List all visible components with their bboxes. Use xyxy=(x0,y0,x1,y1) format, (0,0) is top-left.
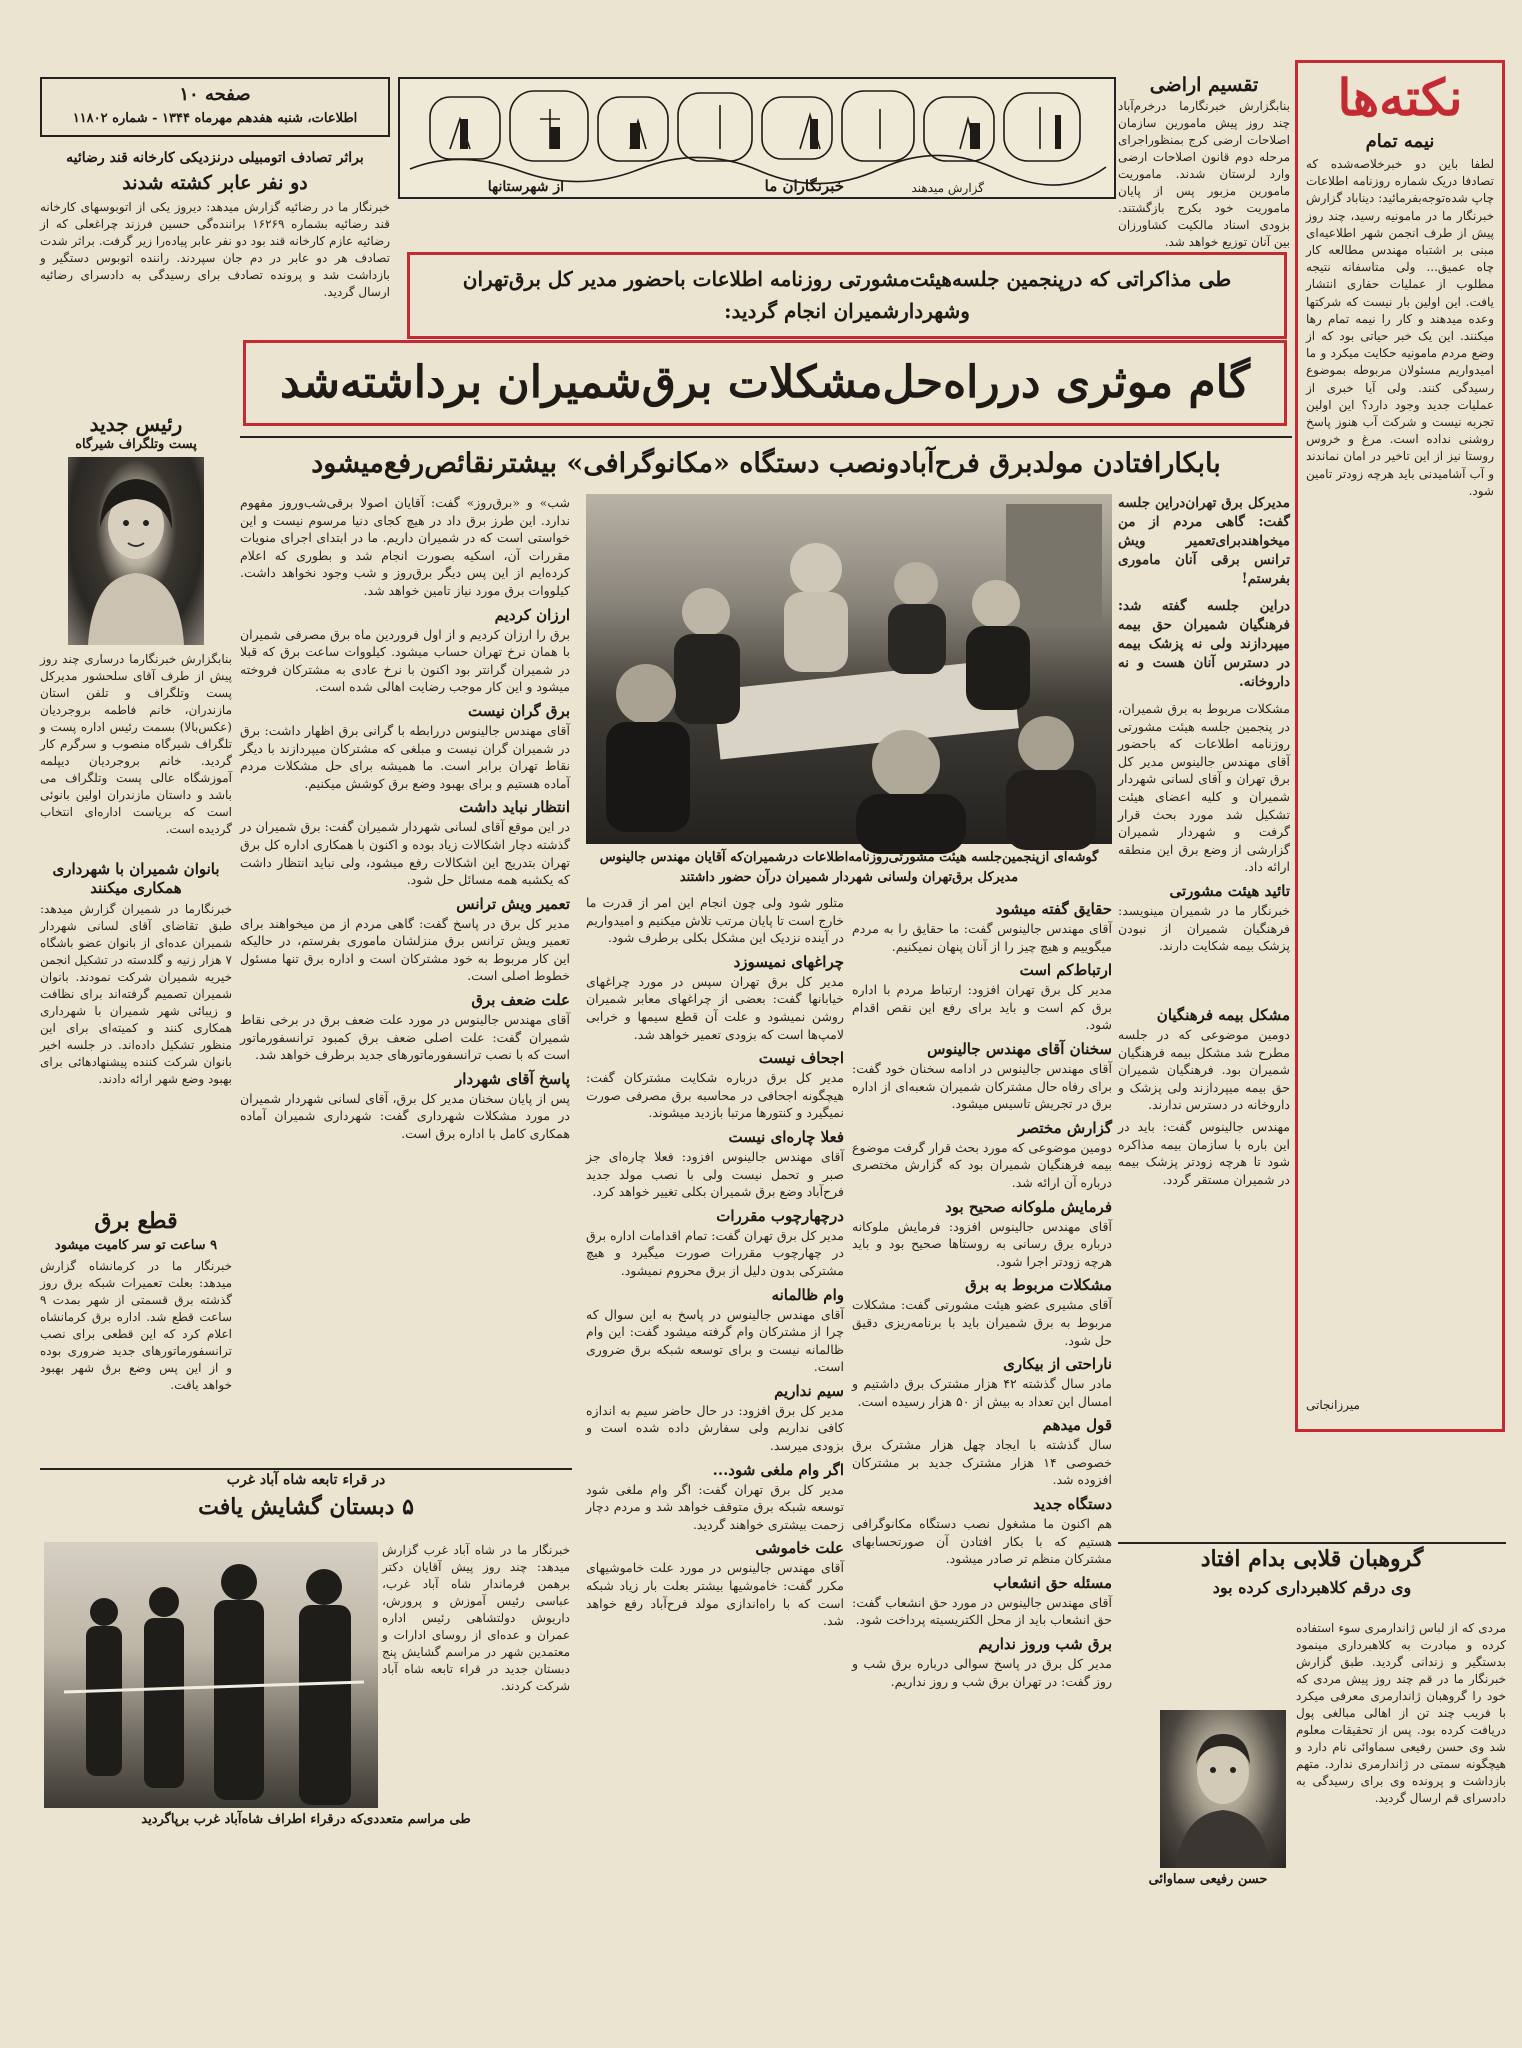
president-photo xyxy=(68,457,204,645)
city-banner xyxy=(398,77,1116,199)
left-col-p-entezar: در این موقع آقای لسانی‌ شهردار شمیران گفت: برق شمیران در گذشته دچار اشکالات زیاد بوده و اکنون با همکاری اداره کل برق تهران بتدریج این اشکالات رفع میشود، ولی نباید انتظار داشت که یکشبه همه مسائل حل شود. xyxy=(240,819,570,888)
power-cut-title: قطع برق xyxy=(94,1208,178,1234)
school-caption-box xyxy=(40,1812,572,1834)
nokteh-body: لطفا باین دو خبرخلاصه‌شده که تصادفا دریک شماره روزنامه اطلاعات چاپ شده‌توجه‌بفرمائید: دیناباد گزارش خبرنگار ما در مامونیه رسید، چند روز پیش از طرف انجمن شهر اطلاعیه‌ای مبنی بر اشتباه مهندس مطالعه کار چاه عمیق... ولی متاسفانه نتیجه مطلوب از عملیات حفاری انتشار یافت. این اولین بار نیست که شرکتها وعده میدهند و کار را نیمه تمام رها میکنند. این یک خبر حیاتی بود که از وضع مردم مامونیه حکایت میکرد و ما امیدواریم مسئولان مربوطه بموضوع رسیدگی کنند. ولی آیا خبری از عملیات جدید وجود دارد؟ این اولین تجربه نیست و شرکت آب هنوز پاسخ روشنی نداده است. مرغ و خروس روستا نیز از این تاخیر در امان نماندند و آب آشامیدنی باید هرچه زودتر تامین شود. xyxy=(1306,157,1494,498)
main-headline: گام موثری درراه‌حل‌مشکلات برق‌شمیران برداشته‌شد xyxy=(280,357,1250,408)
middle-right-column xyxy=(852,894,1112,2004)
mr-p-ghol: سال گذشته با ایجاد چهل هزار مشترک برق خصوصی ۱۴ هزار مشترک جدید بر مشترکان افزوده شد. xyxy=(852,1437,1113,1488)
left-col-sub-tamir: تعمیر ویش ترانس xyxy=(456,894,570,913)
mr-p-shab: مدیر کل برق در پاسخ سوالی درباره برق شب و روز گفت: در تهران برق شب و روز نداریم. xyxy=(852,1656,1112,1689)
mid-sub-charchoob: درچهارچوب مقررات xyxy=(716,1206,844,1225)
women-body: خبرنگارما در شمیران گزارش میدهد: طبق تقاضای آقای لسانی شهردار شمیران عده‌ای از بانوان عضو باشگاه ۷ هزار زنیه و گلدسته در تشکیل انجمن خیریه شمیران شرکت نمودند. بانوان شمیران تصمیم گرفته‌اند برای نظافت و زیبائی شهر شمیران با شهرداری همکاری کنند و کمیته‌ای برای این منظور تشکیل داده‌اند. در جلسه اخیر بانوان شرکت کننده پیشنهادهائی برای بهبود وضع شهر ارائه دادند. xyxy=(40,901,232,1086)
nokteh-logo: نکته‌ها xyxy=(1337,68,1463,127)
left-col-p-shahrdar: پس از پایان سخنان مدیر کل برق، آقای لسانی شهردار شمیران در مورد مشکلات شهرداری گفت: شهرداری شمیران آماده همکاری کامل با اداره برق است. xyxy=(240,1090,570,1142)
gang-top-rule xyxy=(1118,1542,1506,1544)
banner-caption-2: خبرنگاران ما xyxy=(764,177,844,195)
women-article xyxy=(40,860,232,1185)
mr-sub-narahati: ناراحتی از بیکاری xyxy=(1003,1355,1112,1374)
main-kicker: طی مذاکراتی که درپنجمین جلسه‌هیئت‌مشورتی روزنامه اطلاعات باحضور مدیر کل برق‌تهران وشهردارشمیران انجام گردید: xyxy=(462,267,1232,323)
main-subhead: بابکارافتادن مولدبرق فرح‌آبادونصب دستگاه «مکانوگرافی» بیشترنقائص‌رفع‌میشود xyxy=(311,448,1221,479)
mr-p-irtebat: مدیر کل برق تهران افزود: ارتباط مردم با اداره برق کم است و باید برای رفع این نقص اقدام شود. xyxy=(852,982,1112,1033)
bullet-3: مشکلات مربوط به برق شمیران، در پنجمین جلسه هیئت مشورتی روزنامه اطلاعات که باحضور آقای مهندس جالینوس مدیر کل برق تهران و آقای لسانی شهردار شمیران و کلیه اعضای هیئت تشکیل شد مورد بحث قرار گرفت و شهردار شمیران گزارشی از وضع برق این منطقه ارائه داد. xyxy=(1118,701,1290,875)
mr-p-gozaresh: دومین موضوعی که مورد بحث قرار گرفت موضوع بیمه فرهنگیان شمیران بود که گزارش مختصری درباره آن ارائه شد. xyxy=(852,1139,1112,1190)
accident-body: خبرنگار ما در رضائیه گزارش میدهد: دیروز یکی از اتوبوسهای کارخانه قند رضائیه بشماره ۱۶۲۶۹ براننده‌گی حسین فرزند چراغعلی که از رضائیه عازم کارخانه قند بود دو نفر عابر پیاده‌را زیر گرفت. براثر شدت تصادف هر دو عابر در دم جان سپردند. راننده اتوبوس دستگیر و بازداشت شد و پرونده تصادف برای رسیدگی به دادسرای رضائیه ارسال گردید. xyxy=(40,200,390,300)
gang-subtitle: وی درقم کلاهبرداری کرده بود xyxy=(1212,1577,1412,1597)
mr-sub-haq: مسئله حق انشعاب xyxy=(993,1573,1112,1592)
school-kicker: در قراء تابعه شاه آباد غرب xyxy=(226,1472,386,1488)
left-col-sub-gran: برق گران نیست xyxy=(468,701,570,720)
left-col-p-gran: آقای مهندس جالینوس دررابطه با گرانی برق اظهار داشت: برق در شمیران گران نیست و مبلغی که مشترکان میپردازند با دیگر نقاط تهران برابر است. ما همیشه برای حل مشکلات مردم آماده هستیم و برای بهبود وضع برق کوشش میکنیم. xyxy=(240,722,570,791)
school-title: ۵ دبستان گشایش یافت xyxy=(198,1493,414,1520)
accident-title: دو نفر عابر کشته شدند xyxy=(122,171,308,194)
bullets-column xyxy=(1118,494,1290,1014)
school-caption: طی مراسم متعددی‌که درقراء اطراف شاه‌آباد غرب برپاگردید xyxy=(141,1812,471,1827)
mr-p-moshkelat: آقای مشیری عضو هیئت مشورتی گفت: مشکلات مربوط به برق شمیران باید با برنامه‌ریزی دقیق حل شود. xyxy=(852,1297,1112,1348)
mr-sub-moshkelat: مشکلات مربوط به برق xyxy=(965,1276,1112,1295)
president-article xyxy=(40,412,232,837)
gang-caption-box xyxy=(1124,1872,1292,1894)
president-title: رئیس جدید xyxy=(89,412,183,436)
headline-divider xyxy=(240,436,1292,438)
power-cut-body: خبرنگار ما در کرمانشاه گزارش میدهد: بعلت تعمیرات شبکه برق روز گذشته برق قسمتی از شهر بمدت ۹ ساعت قطع شد. اداره برق کرمانشاه اعلام کرد که این قطعی برای نصب ترانسفورماتورهای جدید ضروری بوده و از این پس وضع برق شهر بهبود خواهد یافت. xyxy=(40,1258,232,1392)
issue-line: اطلاعات، شنبه هفدهم مهرماه ۱۳۴۴ - شماره ۱۱۸۰۲ xyxy=(72,111,358,126)
school-photo xyxy=(44,1542,378,1808)
gang-caption: حسن رفیعی سماوائی xyxy=(1148,1872,1268,1887)
mid-sub-sim: سیم نداریم xyxy=(774,1381,844,1400)
left-col-sub-zaf2: علت ضعف برق xyxy=(471,991,570,1010)
land-body: بنابگزارش خبرنگارما درخرم‌آباد چند روز پیش مامورین سازمان اصلاحات ارضی کرج بمنظوراجرای مرحله دوم قانون اصلاحات ارضی وارد لرستان شدند. ماموریت مامورین مزبور پس از پایان ماموریت خود بکرج بازگشتند. بزودی اسناد مالکیت کشاورزان بین آنان توزیع خواهد شد. xyxy=(1118,98,1290,249)
school-body: خبرنگار ما در شاه آباد غرب گزارش میدهد: چند روز پیش آقایان دکتر برهمن فرماندار شاه آباد غرب، عباسی رئیس آموزش و پرورش، داریوش دولتشاهی رئیس اداره عمران و عده‌ای از روسای ادارات و معتمدین شهر در مراسم گشایش پنج دبستان جدید در قراء تابعه شاه آباد شرکت کردند. xyxy=(382,1543,570,1693)
gang-body: مردی که از لباس ژاندارمری سوء استفاده کرده و مبادرت به کلاهبرداری مینمود بدستگیر و زندانی گردید. طبق گزارش خبرنگار ما در قم چند روز پیش مردی که خود را گروهبان ژاندارمری معرفی میکرد با فریب چند تن از اهالی مبالغی پول دریافت کرده بود. پس از تحقیقات معلوم شد وی حسن رفیعی سماوائی نام دارد و هیچگونه سمتی در ژاندارمری ندارد. متهم بازداشت و پرونده وی برای رسیدگی به دادسرای قم ارسال گردید. xyxy=(1296,1621,1506,1805)
mr-sub-irtebat: ارتباط‌کم است xyxy=(1019,961,1112,980)
women-title: بانوان شمیران با شهرداری همکاری میکنند xyxy=(52,860,220,897)
left-col-p-tamir: مدیر کل برق در پاسخ گفت: گاهی مردم از من میخواهند برای تعمیر ویش ترانس برق منزلشان ماموری بفرستم، در حالیکه این کار مربوط به خود مشترکان است و اداره برق تنها مسئول خطوط اصلی است. xyxy=(240,915,570,984)
school-header xyxy=(40,1472,572,1540)
mid-p-falla: آقای مهندس جالینوس افزود: فعلا چاره‌ای جز صبر و تحمل نیست ولی با نصب مولد جدید فرح‌آباد وضع برق شمیران بکلی تغییر خواهد کرد. xyxy=(586,1148,844,1200)
bullet-1: مدیرکل برق تهران‌دراین جلسه گفت: گاهی مردم از من میخواهندبرای‌تعمیر ویش ترانس برقی آنان ماموری بفرستم! xyxy=(1118,495,1290,587)
land-title: تقسیم اراضی xyxy=(1149,74,1259,96)
left-col-p-zaf2: آقای مهندس جالینوس در مورد علت ضعف برق در برخی نقاط شمیران گفت: علت اصلی ضعف برق کمبود ترانسفورماتور است که با نصب ترانسفورماتورهای جدید برطرف خواهد شد. xyxy=(240,1012,570,1063)
mr-sub-gozaresh: گزارش مختصر xyxy=(1018,1118,1112,1137)
power-cut-subtitle: ۹ ساعت تو سر کامیت میشود xyxy=(54,1237,218,1253)
far-p-more: مهندس جالینوس گفت: باید در این باره با سازمان بیمه مذاکره شود تا هرچه زودتر پزشک بیمه در شمیران مستقر گردد. xyxy=(1118,1118,1290,1187)
mid-p-khamooshi: آقای مهندس جالینوس در مورد علت خاموشیهای مکرر گفت: خاموشیها بیشتر بعلت بار زیاد شبکه است که با راه‌اندازی مولد فرح‌آباد رفع خواهد شد. xyxy=(586,1560,844,1629)
mid-sub-khamooshi: علت خاموشی xyxy=(755,1539,844,1558)
mid-sub-ejhaf: اجحاف نیست xyxy=(758,1049,844,1068)
left-col-p1: شب» و «برق‌روز» گفت: آقایان اصولا برقی‌شب‌وروز مفهوم ندارد. این طرز برق داد در هیچ کجای دنیا مرسوم نیست و این خواستی است که در شمیران داریم. ما در ابتدای اجرای منویات مقررات آن، اسکیه بصورت انجام شد و بطوری که اعلام کرده‌ایم از این پس دیگر برق‌روز و شب وجود نخواهد داشت. کیلووات برق مورد نیاز تامین خواهد شد. xyxy=(240,495,570,598)
meeting-photo xyxy=(586,494,1112,844)
mr-sub-shab: برق شب وروز نداریم xyxy=(978,1635,1112,1654)
mr-sub-haqayeq: حقایق گفته میشود xyxy=(995,900,1112,918)
left-col-sub-entezar: انتظار نباید داشت xyxy=(459,798,570,817)
mid-p-ejhaf: مدیر کل برق درباره شکایت مشترکان گفت: هیچگونه اجحافی در محاسبه برق مصرفی صورت نمیگیرد و کنتورها مرتبا بازدید میشوند. xyxy=(586,1070,844,1121)
mr-p-narahati: مادر سال گذشته ۴۲ هزار مشترک برق داشتیم و امسال این تعداد به بیش از ۵۰ هزار رسیده است. xyxy=(852,1376,1112,1409)
mr-sub-farmayesh: فرمایش ملوکانه صحیح بود xyxy=(945,1197,1112,1216)
president-subtitle: پست وتلگراف شیرگاه xyxy=(75,437,197,452)
mid-sub-zalemane: وام ظالمانه xyxy=(771,1285,844,1304)
meeting-photo-caption: گوشه‌ای ازپنجمین‌جلسه هیئت مشورتی‌روزنامه‌اطلاعات درشمیران‌که آقایان مهندس جالینوس مدیرکل برق‌تهران ولسانی شهردار شمیران درآن حضور داشتند xyxy=(599,850,1099,885)
gang-column xyxy=(1296,1620,1506,2040)
main-subhead-box xyxy=(240,440,1292,490)
main-kicker-box xyxy=(407,252,1287,339)
bullet-2: دراین جلسه گفته شد: فرهنگیان شمیران حق بیمه میپردازند ولی نه پزشک بیمه در دسترس آنان هست و نه داروخانه. xyxy=(1118,598,1290,690)
nokteh-box xyxy=(1295,60,1505,1432)
banner-caption-3: گزارش میدهند xyxy=(911,181,984,195)
power-cut-article xyxy=(40,1208,232,1463)
banner-caption-1: از شهرستانها xyxy=(487,179,564,195)
gang-header xyxy=(1118,1546,1506,1616)
main-headline-box xyxy=(243,340,1287,426)
far-p-bime: خبرنگار ما در شمیران مینویسد: فرهنگیان شمیران از نبودن پزشک بیمه شکایت دارند. xyxy=(1118,902,1290,954)
mr-p-dastgah: هم اکنون ما مشغول نصب دستگاه مکانوگرافی هستیم که با بکار افتادن آن صورتحسابهای مشترکان منظم تر صادر میشود. xyxy=(852,1516,1112,1567)
school-photo-illustration xyxy=(44,1542,378,1808)
issue-box xyxy=(40,77,390,137)
left-col-p-arzan: برق را ارزان کردیم و از اول فروردین ماه برق مصرفی شمیران با همان نرخ تهران حساب میشود. کیلووات ساعت برق که قبلا در شمیران گرانتر بود اکنون با نرخ عادی به مشترکان فروخته میشود و این کار موجب رضایت اهالی شده است. xyxy=(240,626,570,695)
far-column xyxy=(1118,1000,1290,1540)
president-body: بنابگزارش خبرنگارما درساری چند روز پیش از طرف آقای سلحشور مدیرکل پست وتلگراف و تلفن استان مازندران، خانم فاطمه بروجردیان (عکس‌بالا) بسمت رئیس اداره پست و تلگراف شیرگاه منصوب و سرگرم کار گردید. خانم بروجردیان دیپلمه آموزشگاه عالی پست وتلگراف می باشد و داستان مازندران اولین بانوئی است که بریاست اداره‌ای انتخاب گردیده است. xyxy=(40,652,232,837)
mid-sub-cheragh: چراغهای نمیسوزد xyxy=(733,952,844,971)
gang-title: گروهبان قلابی بدام افتاد xyxy=(1200,1546,1424,1572)
school-top-rule xyxy=(40,1468,572,1470)
mid-p-charchoob: مدیر کل برق تهران گفت: تمام اقدامات اداره برق در چهارچوب مقررات صورت میگیرد و هیچ مشترکی بدون دلیل از برق محروم نمیشود. xyxy=(586,1227,844,1278)
mr-p-farmayesh: آقای مهندس جالینوس افزود: فرمایش ملوکانه درباره برق رسانی به روستاها صحیح بود و باید هرچه زودتر اجرا شود. xyxy=(852,1218,1112,1269)
land-article xyxy=(1118,74,1290,249)
meeting-photo-caption-box xyxy=(586,848,1112,890)
mid-p-zalemane: آقای مهندس جالینوس در پاسخ به این سوال که چرا از مشترکان وام گرفته میشود گفت: این وام ظالمانه نیست و برای توسعه شبکه برق ضروری است. xyxy=(586,1306,844,1375)
far-sub-farhangian: مشکل بیمه فرهنگیان xyxy=(1156,1006,1290,1024)
left-column xyxy=(240,494,570,1534)
gang-portrait-icon xyxy=(1160,1710,1286,1868)
mid-p-top: متلور شود ولی چون انجام این امر از قدرت ما خارج است تا پایان مرتب تلاش میکنیم و امیدواریم در آینده نزدیک این مشکل بکلی برطرف شود. xyxy=(586,895,844,946)
president-portrait-icon xyxy=(68,457,204,645)
far-p-farhangian: دومین موضوعی که در جلسه مطرح شد مشکل بیمه فرهنگیان شمیران بود. فرهنگیان شمیران حق بیمه میپردازند ولی پزشک و داروخانه در دسترس ندارند. xyxy=(1118,1027,1290,1113)
mid-sub-falla: فعلا چاره‌ای نیست xyxy=(728,1127,844,1146)
meeting-photo-illustration xyxy=(586,494,1112,844)
mid-sub-vam: اگر وام ملغی شود... xyxy=(712,1460,844,1479)
accident-kicker: براثر تصادف اتومبیلی درنزدیکی کارخانه قند رضائیه xyxy=(66,150,364,166)
nokteh-author: میرزانجاتی xyxy=(1306,1398,1360,1412)
nokteh-title: نیمه تمام xyxy=(1365,131,1435,152)
mid-p-sim: مدیر کل برق افزود: در حال حاضر سیم به اندازه کافی نداریم ولی سفارش داده شده است و بزودی میرسد. xyxy=(586,1402,844,1454)
mr-sub-dastgah: دستگاه جدید xyxy=(1033,1495,1112,1514)
page-label: صفحه ۱۰ xyxy=(179,84,251,105)
mr-sub-mohandes: سخنان آقای مهندس جالینوس xyxy=(927,1039,1112,1058)
left-col-sub-shahrdar: پاسخ آقای شهردار xyxy=(455,1069,570,1088)
mr-p-haqayeq: آقای مهندس جالینوس گفت: ما حقایق را به مردم میگوییم و هیچ چیز را از آنان پنهان نمیکنیم. xyxy=(852,921,1112,954)
school-right-column xyxy=(382,1542,570,1842)
mr-p-haq: آقای مهندس جالینوس در مورد حق انشعاب گفت: حق انشعاب باید از محل الکتریسیته پرداخت شود. xyxy=(852,1594,1112,1628)
far-sub-bime: تائید هیئت مشورتی xyxy=(1169,881,1290,900)
mid-p-vam: مدیر کل برق تهران گفت: اگر وام ملغی شود توسعه شبکه برق متوقف خواهد شد و مردم دچار زحمت بیشتری خواهند گردید. xyxy=(586,1481,844,1532)
left-col-sub-arzan: ارزان کردیم xyxy=(494,605,570,624)
middle-column xyxy=(586,894,844,1824)
gang-photo xyxy=(1160,1710,1286,1868)
mr-p-mohandes: آقای مهندس جالینوس در ادامه سخنان خود گفت: برای رفاه حال مشترکان شمیران شعبه‌ای از اداره برق در تجریش تاسیس میشود. xyxy=(852,1060,1112,1112)
mr-sub-ghol: قول میدهم xyxy=(1042,1416,1112,1435)
mid-p-cheragh: مدیر کل برق تهران سپس در مورد چراغهای خیابانها گفت: بعضی از چراغهای معابر شمیران روشن نمیشود و علت آن قطع سیمها و خرابی لامپ‌ها است که بزودی تعمیر خواهد شد. xyxy=(586,973,844,1042)
